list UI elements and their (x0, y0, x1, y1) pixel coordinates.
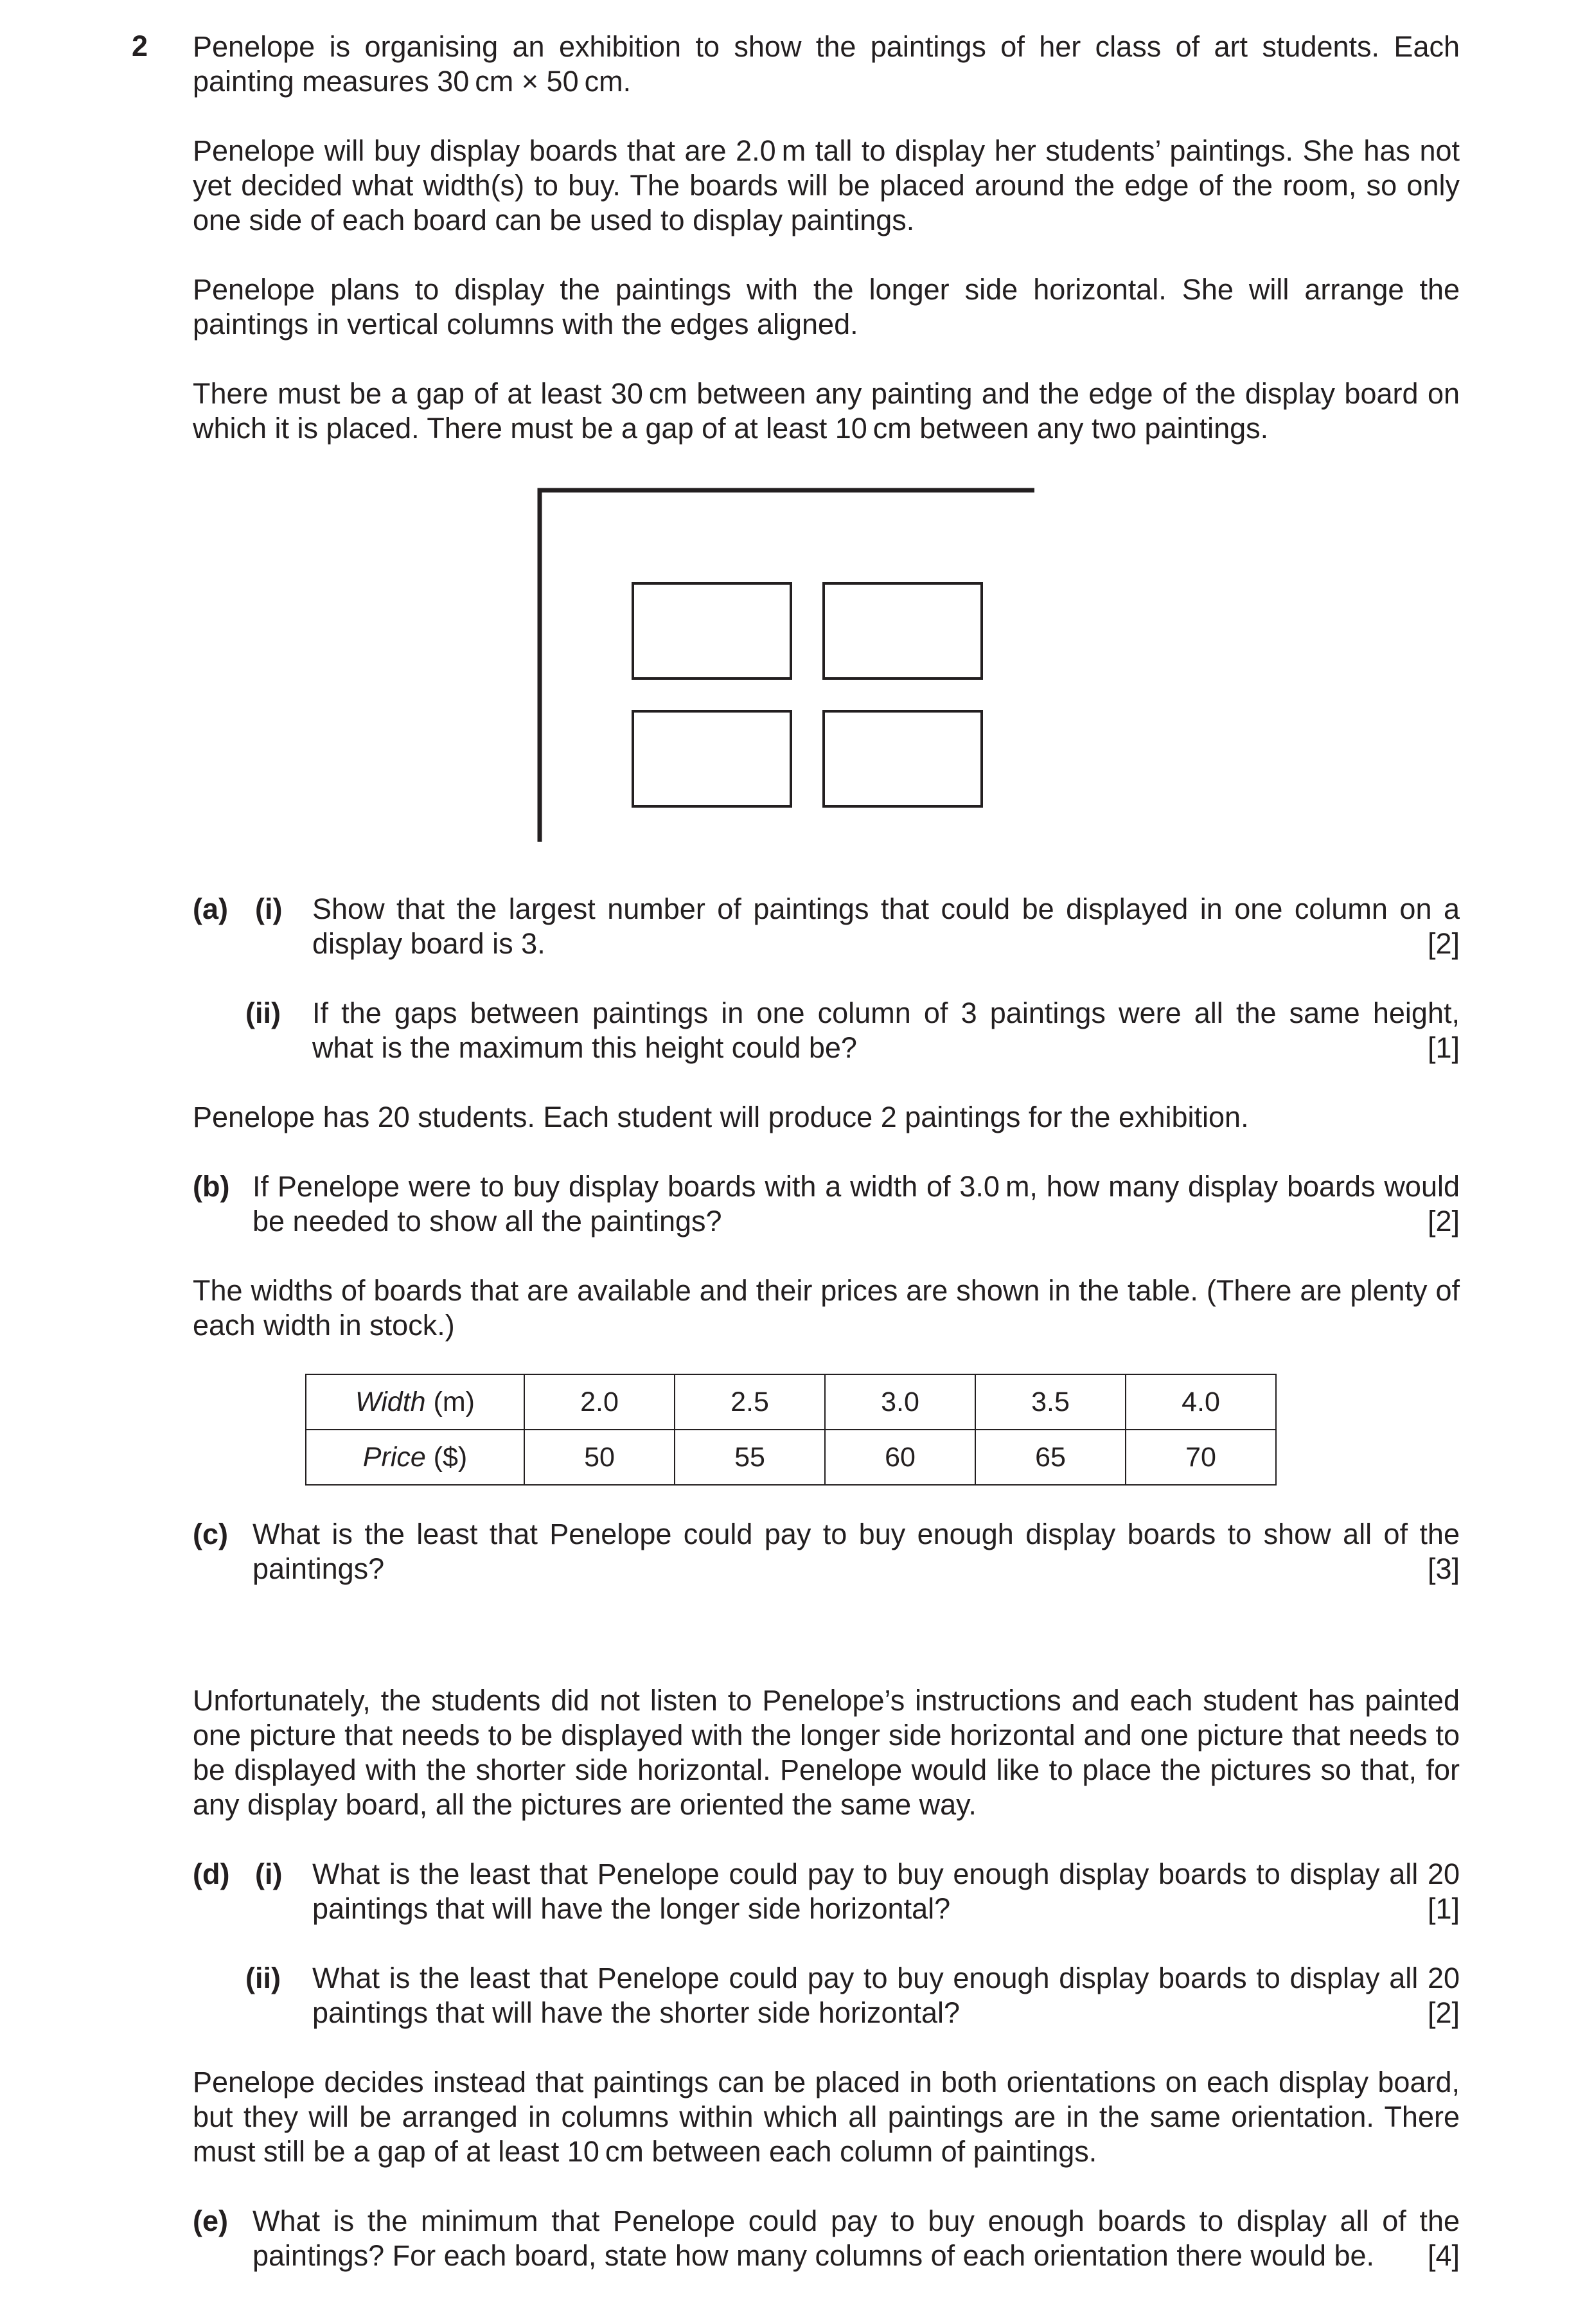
part-b-marks: [2] (1427, 1205, 1460, 1237)
columns-paragraph: Penelope decides instead that paintings can be placed in both orientations on each display board, but they will be arranged in columns within which all paintings are in the same orientation. There must still be a gap of at least 10 cm between each column of paintings. (193, 2066, 1460, 2168)
part-a-label: (a) (193, 892, 228, 925)
part-c-label: (c) (193, 1518, 228, 1550)
part-a-i-text (312, 892, 1460, 961)
price-cell: 60 (825, 1430, 975, 1485)
part-d-i-label: (i) (255, 1858, 283, 1890)
part-c-text (252, 1517, 1460, 1586)
part-d-i-line1: What is the least that Penelope could pay to buy enough display boards to display all 20 (312, 1858, 1460, 1890)
part-d-label: (d) (193, 1858, 230, 1890)
part-a-i-marks: [2] (1427, 927, 1460, 960)
part-d-ii-marks: [2] (1427, 1996, 1460, 2029)
part-c-marks: [3] (1427, 1552, 1460, 1585)
width-header: Width (m) (306, 1374, 524, 1430)
price-cell: 55 (675, 1430, 825, 1485)
part-a-ii-line1: If the gaps between paintings in one column of 3 paintings were all the same height, (312, 997, 1460, 1029)
part-a-i-line2: display board is 3. (312, 927, 545, 960)
part-d-i-line2: paintings that will have the longer side horizontal? (312, 1892, 951, 1925)
painting-top-left (633, 583, 791, 679)
intro-paragraph-1: Penelope is organising an exhibition to show the paintings of her class of art students. Each painting measures 30 cm × 50 cm. (193, 30, 1460, 98)
price-cell: 50 (524, 1430, 675, 1485)
orientation-paragraph: Unfortunately, the students did not listen to Penelope’s instructions and each student has painted one picture that needs to be displayed with the longer side horizontal and one picture that needs to be displayed with the shorter side horizontal. Penelope would like to place the pictures so that, for any display board, all the pictures are oriented the same way. (193, 1684, 1460, 1821)
board-price-table (305, 1374, 1277, 1486)
intro-paragraph-4: There must be a gap of at least 30 cm between any painting and the edge of the display board on which it is placed. There must be a gap of at least 10 cm between any two paintings. (193, 377, 1460, 445)
part-e-label: (e) (193, 2204, 228, 2237)
width-cell: 4.0 (1126, 1374, 1276, 1430)
part-b-line1: If Penelope were to buy display boards with a width of 3.0 m, how many display boards would (252, 1170, 1460, 1203)
width-cell: 2.0 (524, 1374, 675, 1430)
part-d-i-marks: [1] (1427, 1892, 1460, 1925)
part-e-marks: [4] (1427, 2239, 1460, 2272)
students-paragraph: Penelope has 20 students. Each student will produce 2 paintings for the exhibition. (193, 1101, 1249, 1133)
part-e-line2: paintings? For each board, state how many columns of each orientation there would be. (252, 2239, 1375, 2272)
price-header: Price ($) (306, 1430, 524, 1485)
part-b-text (252, 1169, 1460, 1239)
part-a-ii-label: (ii) (245, 997, 281, 1029)
price-cell: 65 (975, 1430, 1126, 1485)
table-row-width (306, 1374, 1276, 1430)
part-e-line1: What is the minimum that Penelope could pay to buy enough boards to display all of the (252, 2204, 1460, 2237)
question-number: 2 (132, 30, 148, 62)
part-c-line1: What is the least that Penelope could pay to buy enough display boards to show all of the (252, 1518, 1460, 1550)
intro-paragraph-3: Penelope plans to display the paintings with the longer side horizontal. She will arrange the paintings in vertical columns with the edges aligned. (193, 273, 1460, 341)
part-a-i-line1: Show that the largest number of paintings that could be displayed in one column on a (312, 892, 1460, 925)
part-e-text (252, 2204, 1460, 2273)
board-corner-edge (540, 490, 1034, 842)
part-b-line2: be needed to show all the paintings? (252, 1205, 722, 1237)
width-cell: 2.5 (675, 1374, 825, 1430)
part-d-ii-label: (ii) (245, 1962, 281, 1994)
intro-paragraph-2: Penelope will buy display boards that are 2.0 m tall to display her students’ paintings. She has not yet decided what width(s) to buy. The boards will be placed around the edge of the room, so only one side of each board can be used to display paintings. (193, 134, 1460, 236)
width-cell: 3.0 (825, 1374, 975, 1430)
painting-bottom-left (633, 711, 791, 806)
width-cell: 3.5 (975, 1374, 1126, 1430)
table-intro-paragraph: The widths of boards that are available and their prices are shown in the table. (There are plenty of each width in stock.) (193, 1274, 1460, 1342)
part-c-line2: paintings? (252, 1552, 385, 1585)
part-a-i-label: (i) (255, 892, 283, 925)
price-cell: 70 (1126, 1430, 1276, 1485)
display-board-diagram (527, 479, 1054, 851)
part-d-ii-line2: paintings that will have the shorter side horizontal? (312, 1996, 961, 2029)
part-a-ii-marks: [1] (1427, 1031, 1460, 1064)
part-d-ii-text (312, 1961, 1460, 2030)
part-a-ii-text (312, 996, 1460, 1065)
painting-bottom-right (824, 711, 982, 806)
part-d-ii-line1: What is the least that Penelope could pay to buy enough display boards to display all 20 (312, 1962, 1460, 1994)
part-a-ii-line2: what is the maximum this height could be? (312, 1031, 857, 1064)
table-row-price (306, 1430, 1276, 1485)
part-d-i-text (312, 1857, 1460, 1926)
part-b-label: (b) (193, 1170, 230, 1203)
painting-top-right (824, 583, 982, 679)
